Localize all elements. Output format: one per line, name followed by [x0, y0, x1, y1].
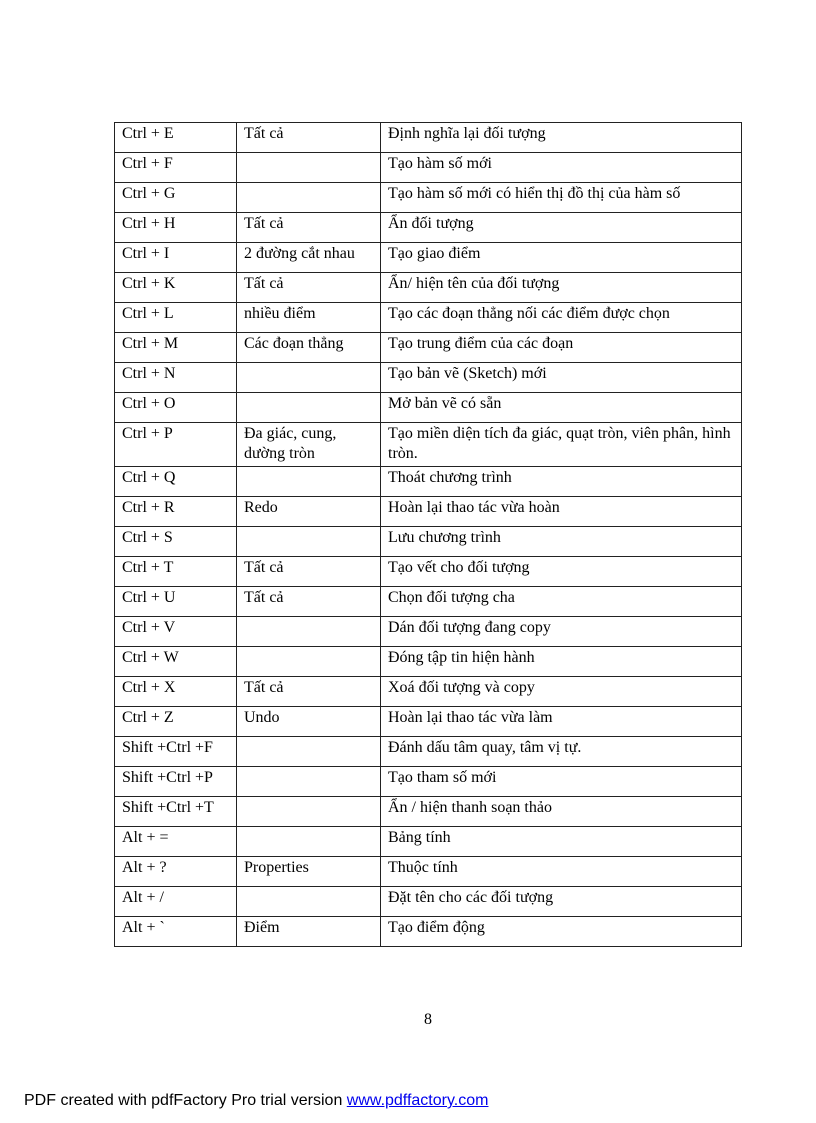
shortcut-cell: Ctrl + T	[115, 557, 237, 587]
shortcut-cell: Shift +Ctrl +F	[115, 737, 237, 767]
table-row	[115, 647, 742, 677]
shortcut-cell: Ctrl + S	[115, 527, 237, 557]
action-cell: Ẩn/ hiện tên của đối tượng	[381, 273, 742, 303]
action-cell: Định nghĩa lại đối tượng	[381, 123, 742, 153]
shortcut-cell: Ctrl + H	[115, 213, 237, 243]
action-cell: Tạo giao điểm	[381, 243, 742, 273]
target-cell	[237, 647, 381, 677]
table-row	[115, 827, 742, 857]
action-cell: Dán đối tượng đang copy	[381, 617, 742, 647]
action-cell: Mở bản vẽ có sẵn	[381, 393, 742, 423]
target-cell: Properties	[237, 857, 381, 887]
shortcut-cell: Ctrl + F	[115, 153, 237, 183]
shortcut-cell: Ctrl + P	[115, 423, 237, 467]
target-cell: Các đoạn thẳng	[237, 333, 381, 363]
table-row	[115, 303, 742, 333]
action-cell: Tạo tham số mới	[381, 767, 742, 797]
action-cell: Tạo miền diện tích đa giác, quạt tròn, viên phân, hình tròn.	[381, 423, 742, 467]
shortcut-cell: Ctrl + K	[115, 273, 237, 303]
shortcut-cell: Alt + `	[115, 917, 237, 947]
target-cell: Redo	[237, 497, 381, 527]
target-cell	[237, 617, 381, 647]
shortcut-cell: Ctrl + G	[115, 183, 237, 213]
table-row	[115, 273, 742, 303]
target-cell: Undo	[237, 707, 381, 737]
table-row	[115, 737, 742, 767]
shortcut-cell: Shift +Ctrl +P	[115, 767, 237, 797]
table-row	[115, 363, 742, 393]
pdf-footer	[24, 1092, 488, 1110]
shortcut-cell: Ctrl + U	[115, 587, 237, 617]
action-cell: Đánh dấu tâm quay, tâm vị tự.	[381, 737, 742, 767]
target-cell	[237, 737, 381, 767]
shortcut-cell: Ctrl + R	[115, 497, 237, 527]
action-cell: Tạo các đoạn thẳng nối các điểm được chọn	[381, 303, 742, 333]
action-cell: Hoàn lại thao tác vừa làm	[381, 707, 742, 737]
table-row	[115, 123, 742, 153]
action-cell: Tạo bản vẽ (Sketch) mới	[381, 363, 742, 393]
table-row	[115, 423, 742, 467]
target-cell	[237, 363, 381, 393]
table-row	[115, 557, 742, 587]
footer-link[interactable]: www.pdffactory.com	[346, 1092, 489, 1109]
shortcut-cell: Alt + /	[115, 887, 237, 917]
table-row	[115, 467, 742, 497]
action-cell: Tạo vết cho đối tượng	[381, 557, 742, 587]
table-row	[115, 393, 742, 423]
shortcut-cell: Ctrl + E	[115, 123, 237, 153]
action-cell: Tạo hàm số mới có hiển thị đồ thị của hàm số	[381, 183, 742, 213]
target-cell	[237, 393, 381, 423]
shortcut-cell: Ctrl + Q	[115, 467, 237, 497]
shortcut-cell: Ctrl + N	[115, 363, 237, 393]
target-cell	[237, 797, 381, 827]
table-row	[115, 797, 742, 827]
shortcut-cell: Ctrl + L	[115, 303, 237, 333]
table-row	[115, 333, 742, 363]
target-cell: Tất cả	[237, 677, 381, 707]
shortcut-cell: Ctrl + V	[115, 617, 237, 647]
action-cell: Đặt tên cho các đối tượng	[381, 887, 742, 917]
table-row	[115, 527, 742, 557]
action-cell: Ẩn / hiện thanh soạn thảo	[381, 797, 742, 827]
table-row	[115, 857, 742, 887]
shortcut-cell: Alt + ?	[115, 857, 237, 887]
target-cell	[237, 527, 381, 557]
action-cell: Tạo trung điểm của các đoạn	[381, 333, 742, 363]
action-cell: Tạo điểm động	[381, 917, 742, 947]
shortcut-cell: Ctrl + M	[115, 333, 237, 363]
table-row	[115, 497, 742, 527]
action-cell: Chọn đối tượng cha	[381, 587, 742, 617]
table-row	[115, 617, 742, 647]
target-cell	[237, 153, 381, 183]
action-cell: Ẩn đối tượng	[381, 213, 742, 243]
table-row	[115, 887, 742, 917]
shortcut-cell: Ctrl + Z	[115, 707, 237, 737]
target-cell: Tất cả	[237, 587, 381, 617]
table-row	[115, 243, 742, 273]
page-number: 8	[424, 1011, 432, 1028]
target-cell	[237, 183, 381, 213]
table-row	[115, 677, 742, 707]
action-cell: Thuộc tính	[381, 857, 742, 887]
target-cell	[237, 767, 381, 797]
shortcut-cell: Ctrl + W	[115, 647, 237, 677]
shortcut-cell: Alt + =	[115, 827, 237, 857]
action-cell: Lưu chương trình	[381, 527, 742, 557]
action-cell: Xoá đối tượng và copy	[381, 677, 742, 707]
target-cell: Tất cả	[237, 123, 381, 153]
target-cell	[237, 827, 381, 857]
table-row	[115, 183, 742, 213]
shortcut-cell: Ctrl + O	[115, 393, 237, 423]
target-cell	[237, 887, 381, 917]
action-cell: Hoàn lại thao tác vừa hoàn	[381, 497, 742, 527]
target-cell: nhiều điểm	[237, 303, 381, 333]
action-cell: Bảng tính	[381, 827, 742, 857]
footer-text: PDF created with pdfFactory Pro trial version	[24, 1092, 347, 1109]
table-row	[115, 707, 742, 737]
target-cell: Tất cả	[237, 557, 381, 587]
action-cell: Thoát chương trình	[381, 467, 742, 497]
table-row	[115, 587, 742, 617]
table-row	[115, 153, 742, 183]
target-cell: Tất cả	[237, 213, 381, 243]
target-cell: Đa giác, cung, dường tròn	[237, 423, 381, 467]
target-cell: Tất cả	[237, 273, 381, 303]
table-row	[115, 767, 742, 797]
action-cell: Tạo hàm số mới	[381, 153, 742, 183]
target-cell	[237, 467, 381, 497]
table-row	[115, 213, 742, 243]
shortcut-cell: Ctrl + X	[115, 677, 237, 707]
shortcut-cell: Ctrl + I	[115, 243, 237, 273]
shortcut-table	[114, 122, 742, 947]
target-cell: 2 đường cắt nhau	[237, 243, 381, 273]
table-row	[115, 917, 742, 947]
action-cell: Đóng tập tin hiện hành	[381, 647, 742, 677]
target-cell: Điểm	[237, 917, 381, 947]
shortcut-cell: Shift +Ctrl +T	[115, 797, 237, 827]
